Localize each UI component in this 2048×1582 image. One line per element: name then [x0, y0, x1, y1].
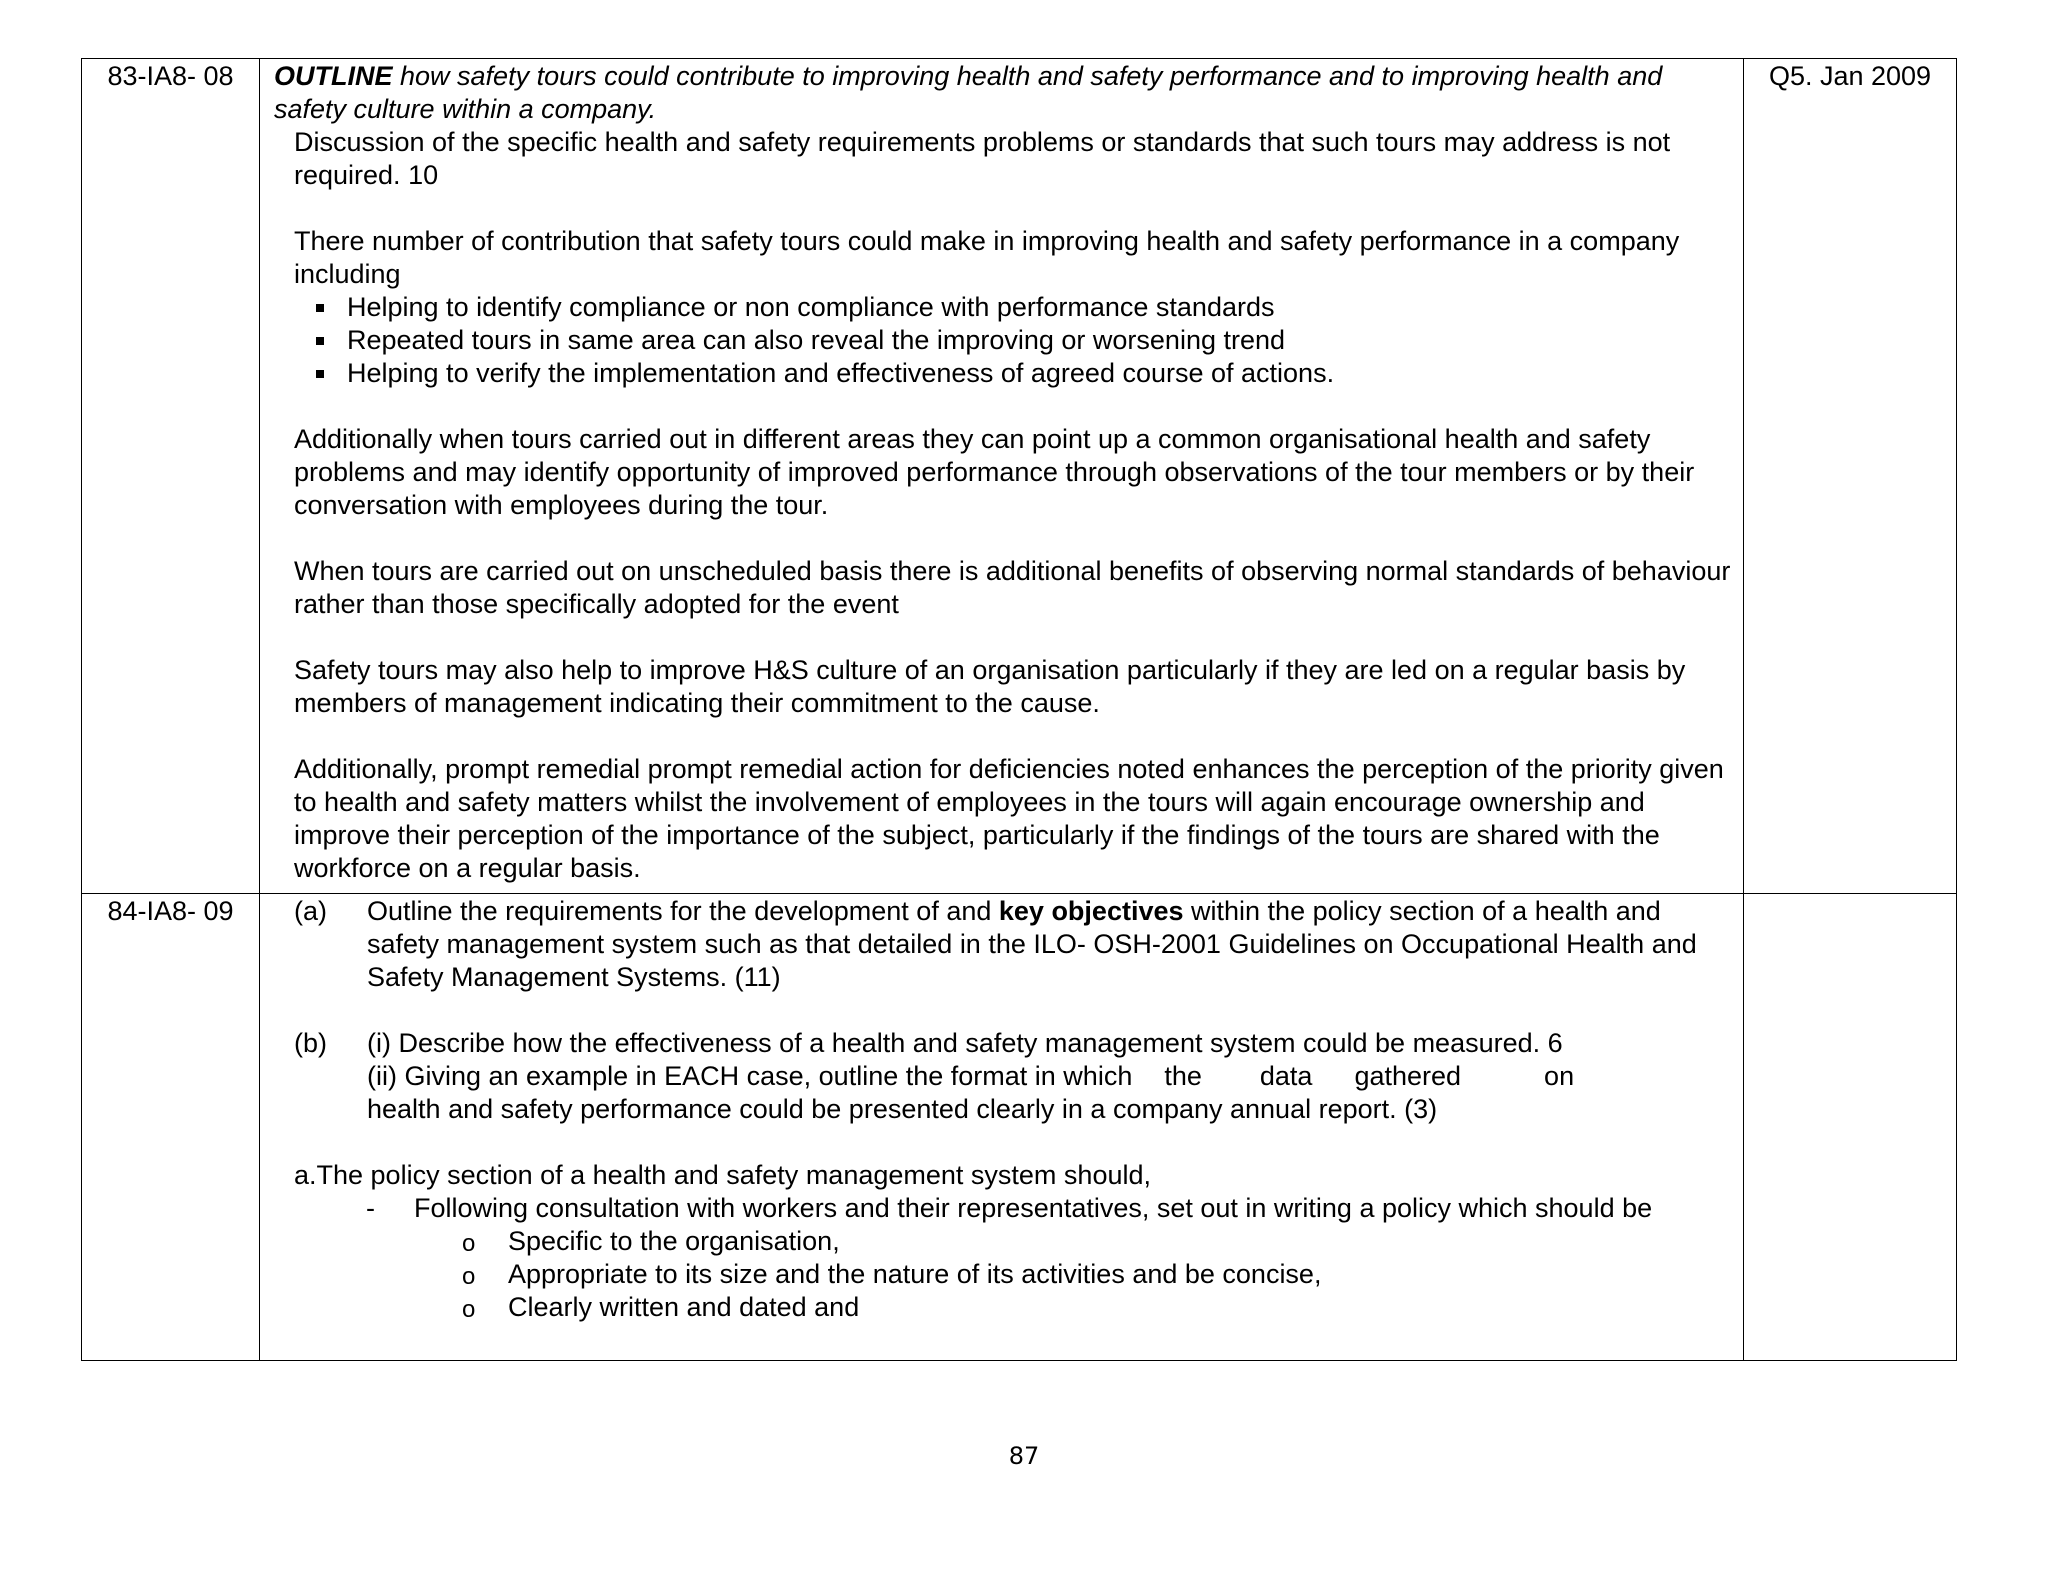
page-number: 87: [1008, 1442, 1040, 1470]
question-part-b-i: (i) Describe how the effectiveness of a health and safety management system could be measured. 6: [367, 1028, 1563, 1058]
exam-reference: [1744, 894, 1957, 1361]
answer-lead: a.The policy section of a health and safety management system should,: [294, 1160, 1151, 1190]
question-note: Discussion of the specific health and safety requirements problems or standards that such tours may address is not required. 10: [294, 127, 1671, 190]
question-body: [260, 894, 1744, 1361]
circle-bullet-icon: o: [462, 1263, 476, 1290]
list-item: o Clearly written and dated and: [294, 1291, 1733, 1324]
square-bullet-icon: [316, 337, 324, 345]
square-bullet-icon: [316, 304, 324, 312]
answer-paragraph: There number of contribution that safety tours could make in improving health and safety performance in a company including: [294, 226, 1680, 289]
question-id: 84-IA8- 09: [82, 894, 260, 1361]
question-id: 83-IA8- 08: [82, 59, 260, 894]
question-table: [81, 58, 1957, 1361]
list-item: Helping to verify the implementation and effectiveness of agreed course of actions.: [294, 357, 1733, 390]
answer-paragraph: When tours are carried out on unscheduled basis there is additional benefits of observing normal standards of behaviour rather than those specifically adopted for the event: [294, 556, 1731, 619]
table-row: [82, 894, 1957, 1361]
table-row: [82, 59, 1957, 894]
circle-bullet-icon: o: [462, 1296, 476, 1323]
question-part-b: (b) (i) Describe how the effectiveness of a health and safety management system could be measured. 6 (ii) Giving an example in EACH case, outline the format in which the data gathered on health and safety performance could be presented clearly in a company annual report. (3): [294, 1027, 1733, 1126]
question-title: OUTLINE how safety tours could contribute to improving health and safety performance and to improving health and safety culture within a company.: [274, 61, 1663, 124]
answer-paragraph: Additionally when tours carried out in different areas they can point up a common organisational health and safety problems and may identify opportunity of improved performance through observations of the tour members or by their conversation with employees during the tour.: [294, 424, 1695, 520]
answer-paragraph: Safety tours may also help to improve H&S culture of an organisation particularly if they are led on a regular basis by members of management indicating their commitment to the cause.: [294, 655, 1686, 718]
question-command-word: OUTLINE: [274, 61, 393, 91]
list-item: o Specific to the organisation,: [294, 1225, 1733, 1258]
question-body: [260, 59, 1744, 894]
answer-paragraph: Additionally, prompt remedial prompt remedial action for deficiencies noted enhances the perception of the priority given to health and safety matters whilst the involvement of employees in the tours will again encourage ownership and improve their perception of the importance of the subject, particularly if the findings of the tours are shared with the workforce on a regular basis.: [294, 754, 1724, 883]
list-item: o Appropriate to its size and the nature of its activities and be concise,: [294, 1258, 1733, 1291]
square-bullet-icon: [316, 370, 324, 378]
exam-reference: Q5. Jan 2009: [1744, 59, 1957, 894]
question-part-a: (a) Outline the requirements for the development of and key objectives within the policy section of a health and safety management system such as that detailed in the ILO- OSH-2001 Guidelines on Occupational Health and Safety Management Systems. (11): [294, 896, 1697, 992]
list-item: Repeated tours in same area can also reveal the improving or worsening trend: [294, 324, 1733, 357]
bold-key-objectives: key objectives: [998, 896, 1184, 926]
bullet-list: [274, 291, 1733, 390]
list-item: - Following consultation with workers and their representatives, set out in writing a policy which should be: [366, 1193, 1653, 1223]
list-item: Helping to identify compliance or non compliance with performance standards: [294, 291, 1733, 324]
circle-bullet-icon: o: [462, 1230, 476, 1257]
question-part-b-ii: (ii) Giving an example in EACH case, outline the format in which the data gathered on health and safety performance could be presented clearly in a company annual report. (3): [367, 1061, 1575, 1124]
